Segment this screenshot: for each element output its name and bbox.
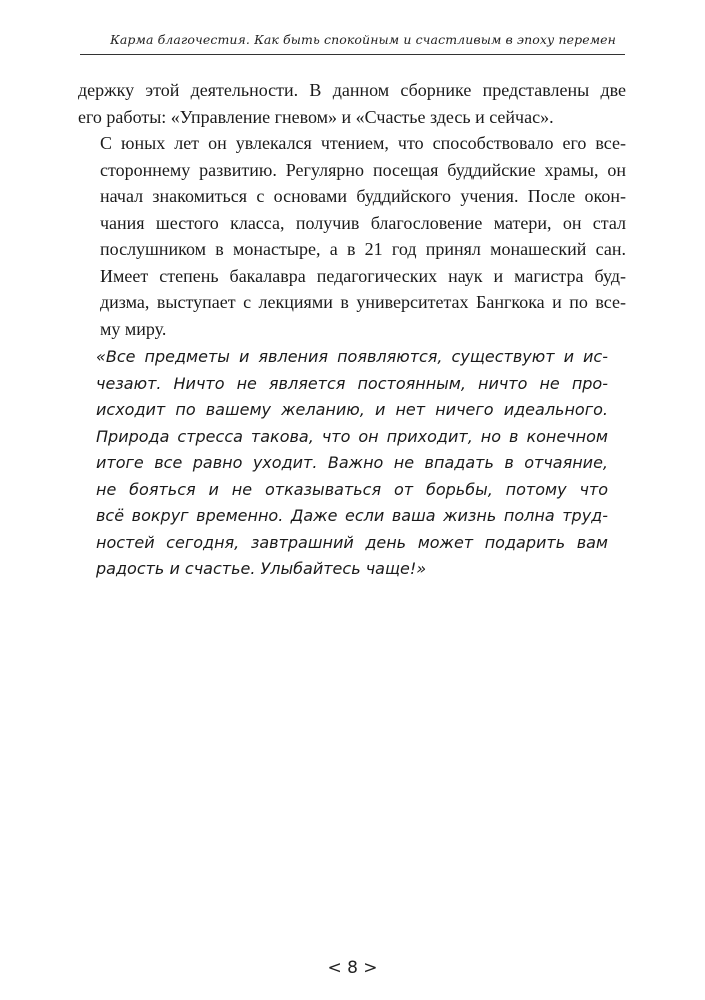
quote-line: всё вокруг временно. Даже если ваша жизнь полна труд- [96, 506, 608, 525]
quote-line: исходит по вашему желанию, и нет ничего идеального. [96, 400, 608, 419]
text-line: послушником в монастыре, а в 21 год принял монашеский сан. [100, 239, 626, 259]
text-line: му миру. [100, 318, 167, 339]
text-line: дизма, выступает с лекциями в университетах Бангкока и по все- [100, 292, 626, 312]
quote-line: «Все предметы и явления появляются, существуют и ис- [96, 347, 608, 366]
quote-line: Природа стресса такова, что он приходит, но в конечном [96, 426, 608, 446]
header-divider [80, 54, 625, 55]
text-line: его работы: «Управление гневом» и «Счастье здесь и сейчас». [78, 106, 554, 127]
paragraph-1 [78, 77, 626, 130]
main-text [78, 77, 626, 342]
quote-line: итоге все равно уходит. Важно не впадать в отчаяние, [96, 453, 608, 472]
quote-line: чезают. Ничто не является постоянным, ничто не про- [96, 373, 608, 393]
running-head-title: Карма благочестия. Как быть спокойным и счастливым в эпоху перемен [110, 32, 616, 47]
quote-line: не бояться и не отказываться от борьбы, потому что [96, 479, 608, 499]
quote-block [96, 344, 608, 583]
page-number: < 8 > [327, 958, 378, 978]
text-line: стороннему развитию. Регулярно посещая буддийские храмы, он [100, 159, 626, 180]
quote-line: ностей сегодня, завтрашний день может подарить вам [96, 532, 608, 552]
text-line: начал знакомиться с основами буддийского учения. После окон- [100, 186, 626, 206]
paragraph-2 [78, 130, 626, 342]
quote-line: радость и счастье. Улыбайтесь чаще!» [96, 559, 427, 578]
text-line: С юных лет он увлекался чтением, что способствовало его все- [100, 133, 626, 153]
text-line: Имеет степень бакалавра педагогических наук и магистра буд- [100, 265, 626, 286]
text-line: держку этой деятельности. В данном сборнике представлены две [78, 80, 626, 100]
text-line: чания шестого класса, получив благословение матери, он стал [100, 212, 626, 233]
